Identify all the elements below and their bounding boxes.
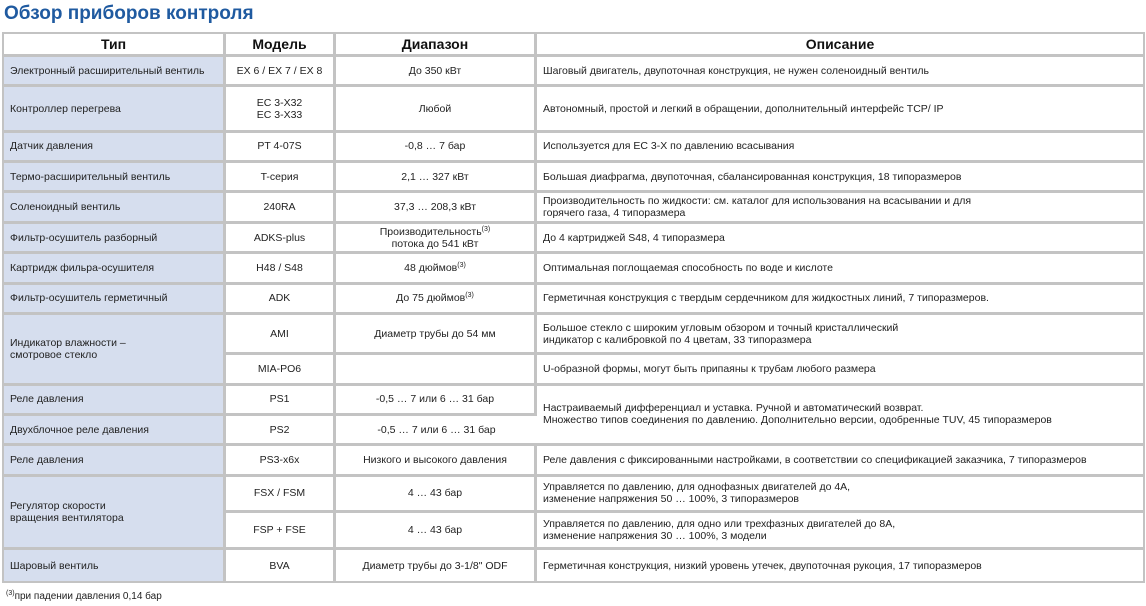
- description-line: изменение напряжения 30 … 100%, 3 модели: [543, 529, 767, 542]
- cell-description: Шаговый двигатель, двупоточная конструкция, не нужен соленоидный вентиль: [537, 57, 1143, 87]
- cell-type: Контроллер перегрева: [4, 87, 226, 132]
- cell-model: ADK: [226, 285, 336, 315]
- cell-range: -0,5 … 7 или 6 … 31 бар: [336, 416, 537, 446]
- cell-model: BVA: [226, 550, 336, 581]
- table-row: [4, 550, 1143, 581]
- description-line: Большое стекло с широким угловым обзором и точный кристаллический: [543, 321, 899, 334]
- table-row: [4, 386, 1143, 416]
- table-row: [4, 87, 1143, 132]
- footnote-text: при падении давления 0,14 бар: [14, 591, 162, 602]
- cell-description: [537, 193, 1143, 223]
- table-row: [4, 285, 1143, 315]
- type-line: вращения вентилятора: [10, 512, 124, 525]
- cell-type: Реле давления: [4, 446, 226, 476]
- cell-description: [537, 477, 1143, 513]
- cell-description: Используется для EC 3-X по давлению всасывания: [537, 133, 1143, 163]
- cell-model: T-серия: [226, 163, 336, 193]
- cell-type: Картридж фильра-осушителя: [4, 254, 226, 284]
- cell-type: Реле давления: [4, 386, 226, 416]
- type-line: Индикатор влажности –: [10, 336, 126, 349]
- cell-range: [336, 285, 537, 315]
- type-line: Регулятор скорости: [10, 500, 106, 513]
- description-line: Управляется по давлению, для однофазных двигателей до 4А,: [543, 481, 851, 494]
- description-line: Производительность по жидкости: см. каталог для использования на всасывании и для: [543, 195, 972, 208]
- cell-description: Большая диафрагма, двупоточная, сбалансированная конструкция, 18 типоразмеров: [537, 163, 1143, 193]
- table-row: [4, 315, 1143, 355]
- table-row: [4, 477, 1143, 513]
- cell-range: [336, 224, 537, 254]
- description-line: Управляется по давлению, для одно или трехфазных двигателей до 8А,: [543, 517, 896, 530]
- header-type: Тип: [4, 34, 226, 57]
- table-row: [4, 133, 1143, 163]
- table-row: [4, 163, 1143, 193]
- cell-model: PS1: [226, 386, 336, 416]
- footnote-mark: (3): [6, 590, 15, 597]
- footnote-ref: (3): [465, 292, 474, 300]
- range-line: [342, 226, 528, 238]
- cell-range: [336, 355, 537, 385]
- cell-description: Оптимальная поглощаемая способность по воде и кислоте: [537, 254, 1143, 284]
- cell-description: Реле давления с фиксированными настройками, в соответствии со спецификацией заказчика, 7 типоразмеров: [537, 446, 1143, 476]
- cell-model: EX 6 / EX 7 / EX 8: [226, 57, 336, 87]
- cell-range: 4 … 43 бар: [336, 477, 537, 513]
- footnote: [6, 591, 162, 603]
- device-table-frame: [2, 32, 1145, 583]
- table-row: [4, 57, 1143, 87]
- cell-range: До 350 кВт: [336, 57, 537, 87]
- type-line: смотровое стекло: [10, 348, 98, 361]
- cell-range: Любой: [336, 87, 537, 132]
- cell-type: Соленоидный вентиль: [4, 193, 226, 223]
- header-model: Модель: [226, 34, 336, 57]
- cell-range: 37,3 … 208,3 кВт: [336, 193, 537, 223]
- cell-description: [537, 386, 1143, 447]
- cell-range: Диаметр трубы до 3-1/8" ODF: [336, 550, 537, 581]
- cell-type: [4, 315, 226, 385]
- cell-description: Герметичная конструкция, низкий уровень утечек, двупоточная рукоция, 17 типоразмеров: [543, 559, 982, 572]
- table-header-row: [4, 34, 1143, 57]
- cell-description: U-образной формы, могут быть припаяны к трубам любого размера: [537, 355, 1143, 385]
- device-table: [4, 34, 1143, 581]
- cell-range: [336, 254, 537, 284]
- cell-model: PT 4-07S: [226, 133, 336, 163]
- cell-description: До 4 картриджей S48, 4 типоразмера: [537, 224, 1143, 254]
- cell-type: Фильтр-осушитель разборный: [4, 224, 226, 254]
- cell-model: PS3-x6x: [226, 446, 336, 476]
- cell-type: Датчик давления: [4, 133, 226, 163]
- cell-range: Низкого и высокого давления: [336, 446, 537, 476]
- footnote-ref: (3): [481, 225, 491, 233]
- cell-model: 240RA: [226, 193, 336, 223]
- cell-model: AMI: [226, 315, 336, 355]
- cell-description: [537, 513, 1143, 551]
- model-line: EC 3-X32: [256, 96, 303, 109]
- cell-model: PS2: [226, 416, 336, 446]
- page-title: Обзор приборов контроля: [4, 3, 254, 24]
- cell-type: Шаровый вентиль: [4, 550, 226, 581]
- description-line: Настраиваемый дифференциал и уставка. Ручной и автоматический возврат.: [543, 402, 924, 415]
- table-row: [4, 193, 1143, 223]
- cell-model: FSP + FSE: [226, 513, 336, 551]
- model-line: EC 3-X33: [256, 108, 303, 121]
- range-text: Производительность: [379, 225, 482, 238]
- range-line: потока до 541 кВт: [391, 237, 479, 250]
- cell-type: Фильтр-осушитель герметичный: [4, 285, 226, 315]
- cell-type: Двухблочное реле давления: [4, 416, 226, 446]
- cell-model: MIA-PO6: [226, 355, 336, 385]
- footnote-ref: (3): [457, 262, 466, 270]
- cell-range: 2,1 … 327 кВт: [336, 163, 537, 193]
- cell-range: 4 … 43 бар: [336, 513, 537, 551]
- cell-description: [537, 315, 1143, 355]
- cell-range: -0,8 … 7 бар: [336, 133, 537, 163]
- description-line: горячего газа, 4 типоразмера: [543, 207, 686, 220]
- table-row: [4, 224, 1143, 254]
- cell-type: [4, 477, 226, 551]
- table-row: [4, 446, 1143, 476]
- description-line: индикатор с калибровкой по 4 цветам, 33 типоразмера: [543, 333, 812, 346]
- cell-model: H48 / S48: [226, 254, 336, 284]
- cell-model: ADKS-plus: [226, 224, 336, 254]
- header-description: Описание: [537, 34, 1143, 57]
- table-row: [4, 254, 1143, 284]
- cell-range: Диаметр трубы до 54 мм: [336, 315, 537, 355]
- cell-type: Термо-расширительный вентиль: [4, 163, 226, 193]
- range-text: До 75 дюймов: [396, 292, 466, 305]
- cell-description: Герметичная конструкция с твердым сердечником для жидкостных линий, 7 типоразмеров.: [537, 285, 1143, 315]
- cell-model: FSX / FSM: [226, 477, 336, 513]
- range-text: 48 дюймов: [404, 262, 458, 275]
- description-line: Множество типов соединения по давлению. Дополнительно версии, одобренные TUV, 45 типоразмеров: [543, 414, 1052, 427]
- cell-type: Электронный расширительный вентиль: [4, 57, 226, 87]
- header-range: Диапазон: [336, 34, 537, 57]
- cell-range: -0,5 … 7 или 6 … 31 бар: [336, 386, 537, 416]
- cell-description: Автономный, простой и легкий в обращении, дополнительный интерфейс TCP/ IP: [537, 87, 1143, 132]
- description-line: изменение напряжения 50 … 100%, 3 типоразмеров: [543, 493, 800, 506]
- cell-model: [226, 87, 336, 132]
